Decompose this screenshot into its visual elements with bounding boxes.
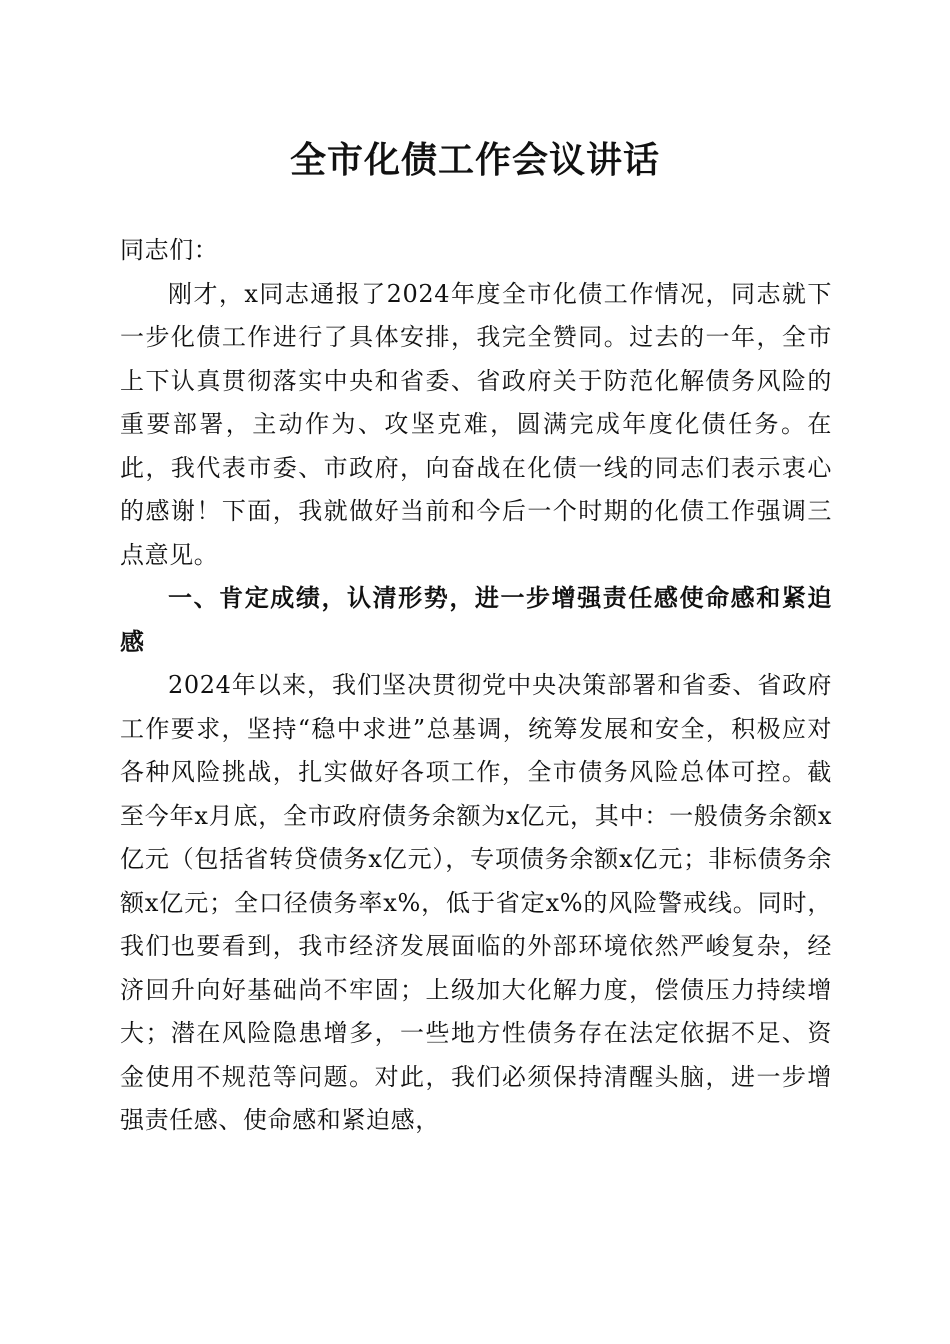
section-heading-1: 一、肯定成绩，认清形势，进一步增强责任感使命感和紧迫感 [120, 584, 832, 656]
opening-paragraph: 刚才，x同志通报了2024年度全市化债工作情况，同志就下一步化债工作进行了具体安排，我完全赞同。过去的一年，全市上下认真贯彻落实中央和省委、省政府关于防范化解债务风险的重要部署，主动作为、攻坚克难，圆满完成年度化债任务。在此，我代表市委、市政府，向奋战在化债一线的同志们表示衷心的感谢！下面，我就做好当前和今后一个时期的化债工作强调三点意见。 [120, 279, 832, 569]
section-1-paragraph: 2024年以来，我们坚决贯彻党中央决策部署和省委、省政府工作要求，坚持“稳中求进”总基调，统筹发展和安全，积极应对各种风险挑战，扎实做好各项工作，全市债务风险总体可控。截至今年x月底，全市政府债务余额为x亿元，其中：一般债务余额x亿元（包括省转贷债务x亿元），专项债务余额x亿元；非标债务余额x亿元；全口径债务率x%，低于省定x%的风险警戒线。同时，我们也要看到，我市经济发展面临的外部环境依然严峻复杂，经济回升向好基础尚不牢固；上级加大化解力度，偿债压力持续增大；潜在风险隐患增多，一些地方性债务存在法定依据不足、资金使用不规范等问题。对此，我们必须保持清醒头脑，进一步增强责任感、使命感和紧迫感， [120, 671, 832, 1134]
document-title: 全市化债工作会议讲话 [289, 139, 660, 181]
document-body [120, 229, 832, 1143]
salutation: 同志们： [120, 236, 219, 264]
